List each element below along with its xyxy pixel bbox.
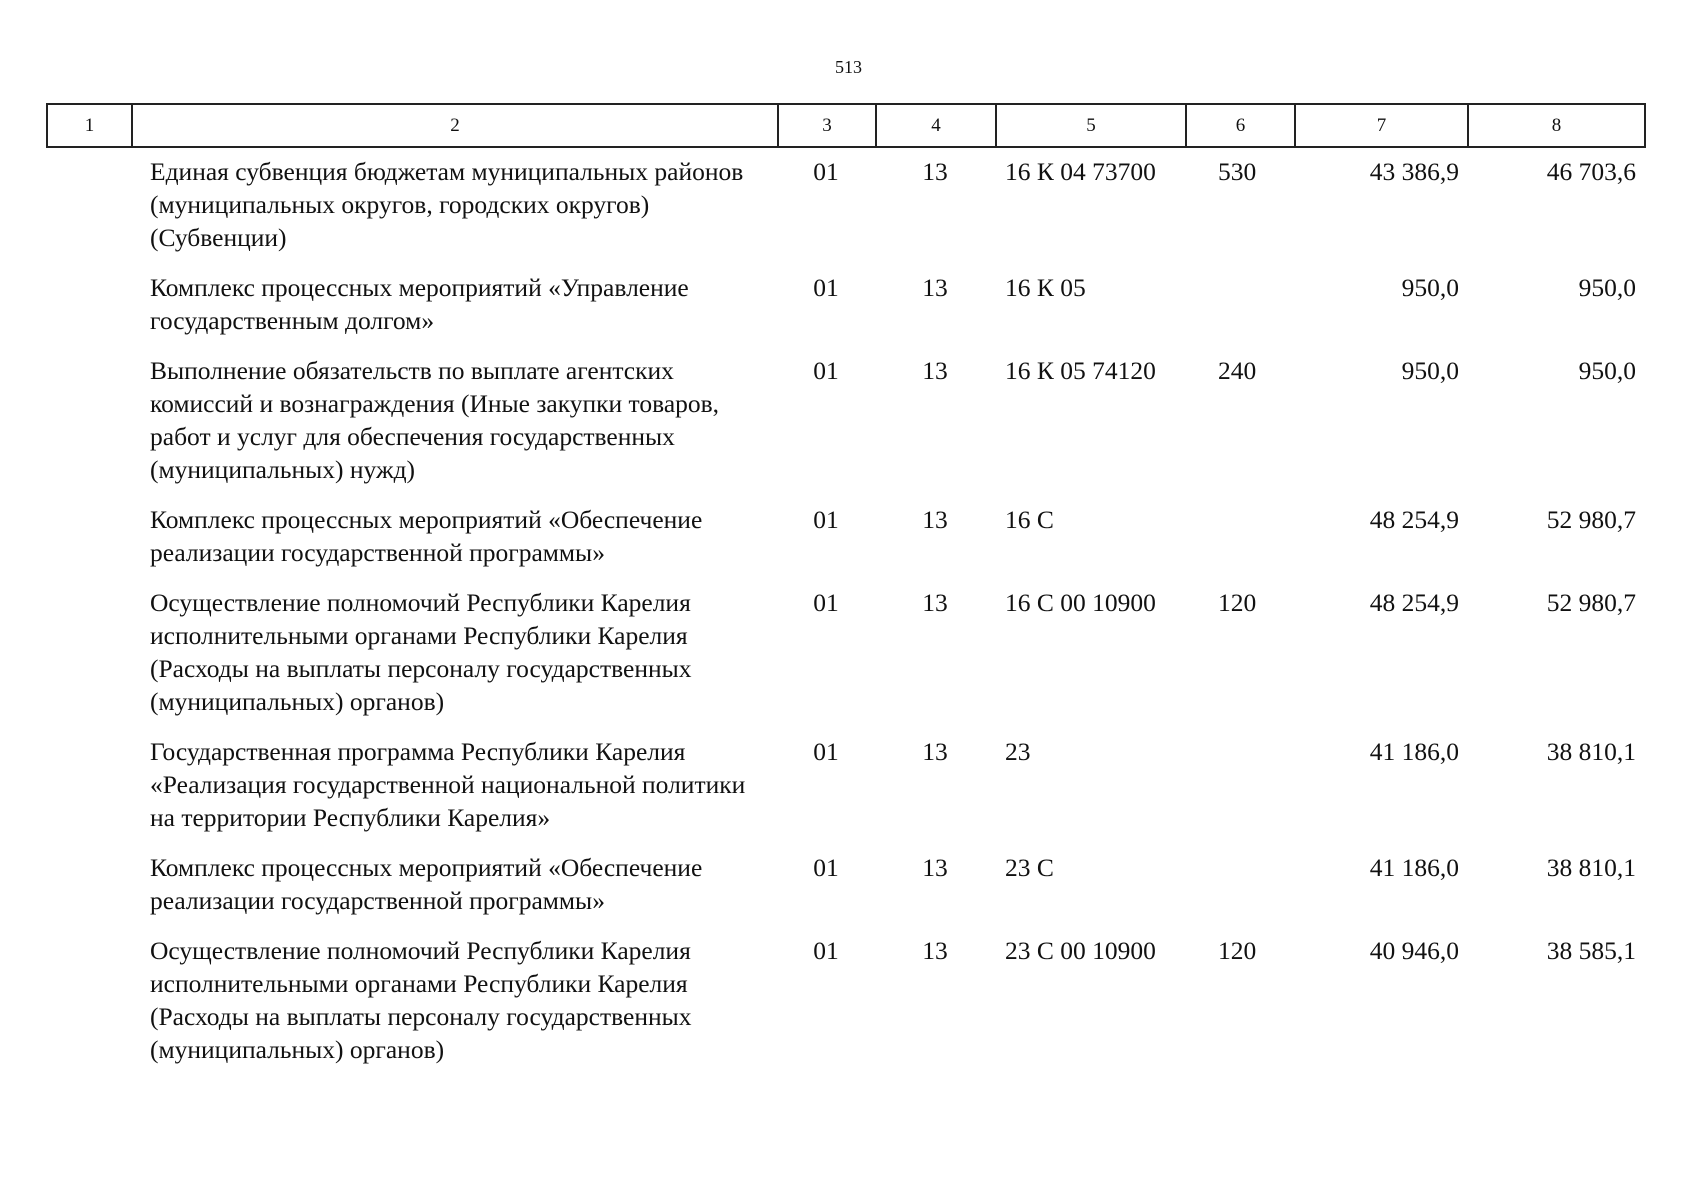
table-row [46,503,1644,586]
row-sum-1: 43 386,9 [1369,157,1459,186]
row-section: 01 [813,356,839,385]
row-sum-2: 950,0 [1578,273,1636,302]
row-sum-2: 52 980,7 [1546,588,1636,617]
row-sum-1: 950,0 [1401,356,1459,385]
row-sum-2: 38 810,1 [1546,737,1636,766]
table-row [46,354,1644,503]
row-section: 01 [813,936,839,965]
row-section: 01 [813,853,839,882]
row-sum-1: 40 946,0 [1369,936,1459,965]
row-expense-type: 120 [1218,588,1257,617]
row-sum-1: 48 254,9 [1369,505,1459,534]
page-number: 513 [835,57,862,77]
header-col-5: 5 [996,104,1186,147]
row-target-article: 16 С 00 10900 [1005,588,1156,617]
row-sum-2: 52 980,7 [1546,505,1636,534]
row-name: Комплекс процессных мероприятий «Обеспечение реализации государственной программы» [150,853,703,915]
row-name: Осуществление полномочий Республики Карелия исполнительными органами Республики Карелия (Расходы на выплаты персоналу государственных (муниципальных) органов) [150,588,692,716]
table-row [46,851,1644,934]
row-sum-2: 46 703,6 [1546,157,1636,186]
row-target-article: 23 [1005,737,1031,766]
row-subsection: 13 [922,273,948,302]
row-section: 01 [813,505,839,534]
row-name: Комплекс процессных мероприятий «Управление государственным долгом» [150,273,689,335]
header-col-1: 1 [47,104,132,147]
row-sum-1: 41 186,0 [1369,737,1459,766]
row-subsection: 13 [922,936,948,965]
row-expense-type: 120 [1218,936,1257,965]
row-section: 01 [813,273,839,302]
row-sum-1: 48 254,9 [1369,588,1459,617]
header-col-4: 4 [876,104,996,147]
row-target-article: 16 К 05 [1005,273,1086,302]
row-sum-2: 950,0 [1578,356,1636,385]
column-number-header [46,103,1646,148]
row-section: 01 [813,737,839,766]
row-target-article: 16 С [1005,505,1054,534]
row-name: Государственная программа Республики Карелия «Реализация государственной национальной политики на территории Республики Карелия» [150,737,746,832]
row-expense-type [1185,271,1294,354]
row-section: 01 [813,157,839,186]
row-sum-1: 41 186,0 [1369,853,1459,882]
row-subsection: 13 [922,737,948,766]
row-expense-type [1185,735,1294,851]
row-name: Осуществление полномочий Республики Карелия исполнительными органами Республики Карелия (Расходы на выплаты персоналу государственных (муниципальных) органов) [150,936,692,1064]
row-target-article: 23 С 00 10900 [1005,936,1156,965]
row-section: 01 [813,588,839,617]
header-col-2: 2 [132,104,778,147]
row-target-article: 16 К 04 73700 [1005,157,1156,186]
row-name: Выполнение обязательств по выплате агентских комиссий и вознаграждения (Иные закупки товаров, работ и услуг для обеспечения государственных (муниципальных) нужд) [150,356,720,484]
header-col-3: 3 [778,104,876,147]
row-target-article: 16 К 05 74120 [1005,356,1156,385]
table-row [46,586,1644,735]
row-name: Единая субвенция бюджетам муниципальных районов (муниципальных округов, городских округов) (Субвенции) [150,157,744,252]
table-row [46,155,1644,271]
row-sum-1: 950,0 [1401,273,1459,302]
row-subsection: 13 [922,505,948,534]
header-col-6: 6 [1186,104,1295,147]
table-row [46,735,1644,851]
row-subsection: 13 [922,157,948,186]
budget-table [46,155,1644,1083]
header-col-7: 7 [1295,104,1468,147]
table-row [46,271,1644,354]
row-expense-type: 530 [1218,157,1257,186]
row-sum-2: 38 585,1 [1546,936,1636,965]
row-subsection: 13 [922,588,948,617]
row-subsection: 13 [922,853,948,882]
header-col-8: 8 [1468,104,1645,147]
row-subsection: 13 [922,356,948,385]
row-expense-type: 240 [1218,356,1257,385]
row-expense-type [1185,851,1294,934]
row-target-article: 23 С [1005,853,1054,882]
row-expense-type [1185,503,1294,586]
row-sum-2: 38 810,1 [1546,853,1636,882]
row-name: Комплекс процессных мероприятий «Обеспечение реализации государственной программы» [150,505,703,567]
table-row [46,934,1644,1083]
